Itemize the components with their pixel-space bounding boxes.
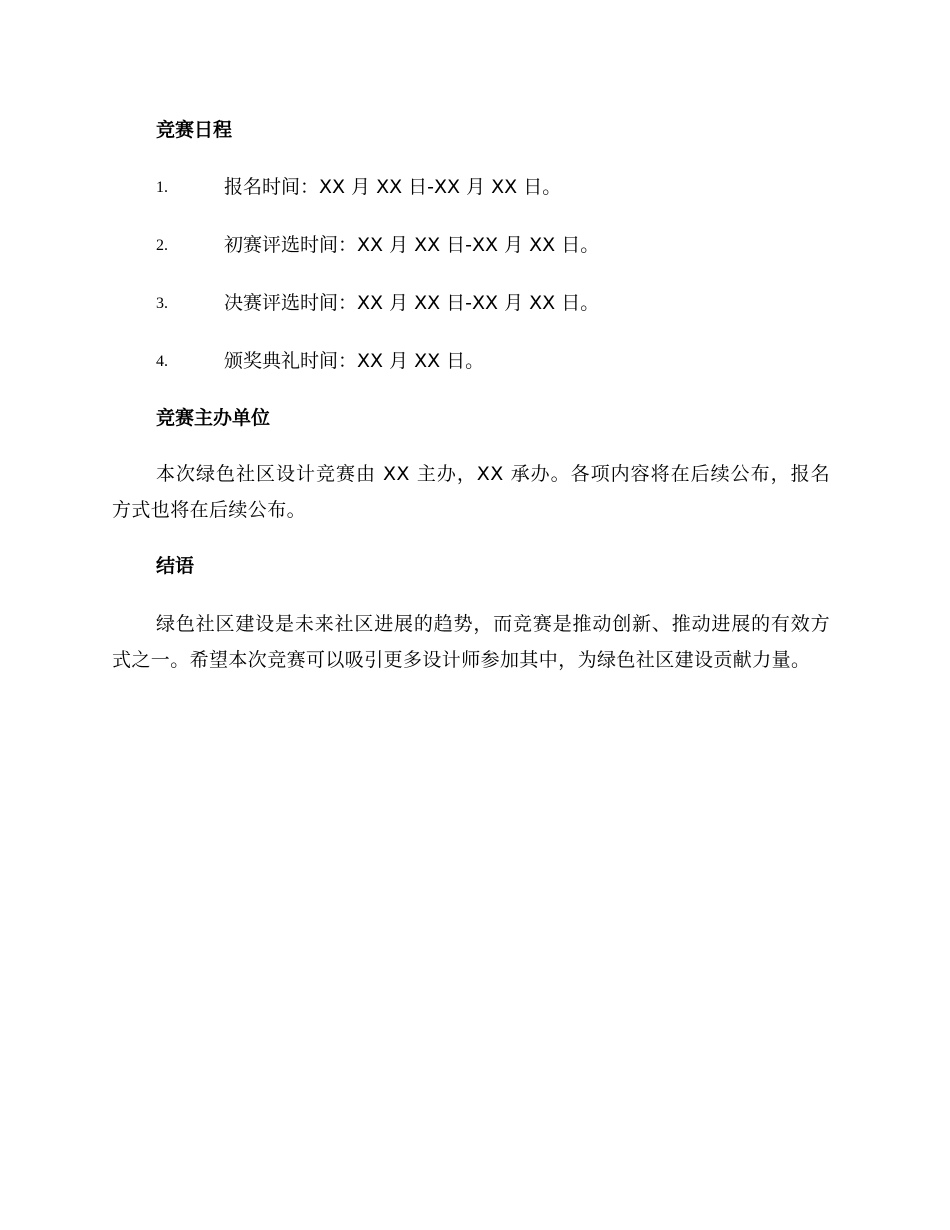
- conclusion-heading: 结语: [156, 555, 195, 577]
- list-number: 4.: [156, 353, 168, 370]
- list-number: 2.: [156, 237, 168, 254]
- organizer-paragraph: 本次绿色社区设计竞赛由 XX 主办，XX 承办。各项内容将在后续公布，报名方式也将在后续公布。: [112, 463, 830, 521]
- schedule-heading: 竞赛日程: [156, 119, 233, 141]
- list-item-text: 报名时间：XX 月 XX 日-XX 月 XX 日。: [224, 176, 562, 198]
- schedule-list-item: [112, 342, 830, 380]
- list-item-text: 颁奖典礼时间：XX 月 XX 日。: [224, 350, 485, 372]
- list-number: 1.: [156, 179, 168, 196]
- schedule-list-item: [112, 168, 830, 206]
- organizer-heading: 竞赛主办单位: [156, 407, 271, 429]
- schedule-list-item: [112, 226, 830, 264]
- organizer-section: [112, 400, 830, 528]
- list-item-text: 决赛评选时间：XX 月 XX 日-XX 月 XX 日。: [224, 292, 600, 314]
- list-number: 3.: [156, 295, 168, 312]
- conclusion-section: [112, 548, 830, 678]
- document-content: [112, 112, 830, 678]
- list-item-text: 初赛评选时间：XX 月 XX 日-XX 月 XX 日。: [224, 234, 600, 256]
- schedule-section: [112, 112, 830, 380]
- schedule-list-item: [112, 284, 830, 322]
- conclusion-paragraph: 绿色社区建设是未来社区进展的趋势，而竞赛是推动创新、推动进展的有效方式之一。希望本次竞赛可以吸引更多设计师参加其中，为绿色社区建设贡献力量。: [112, 613, 830, 671]
